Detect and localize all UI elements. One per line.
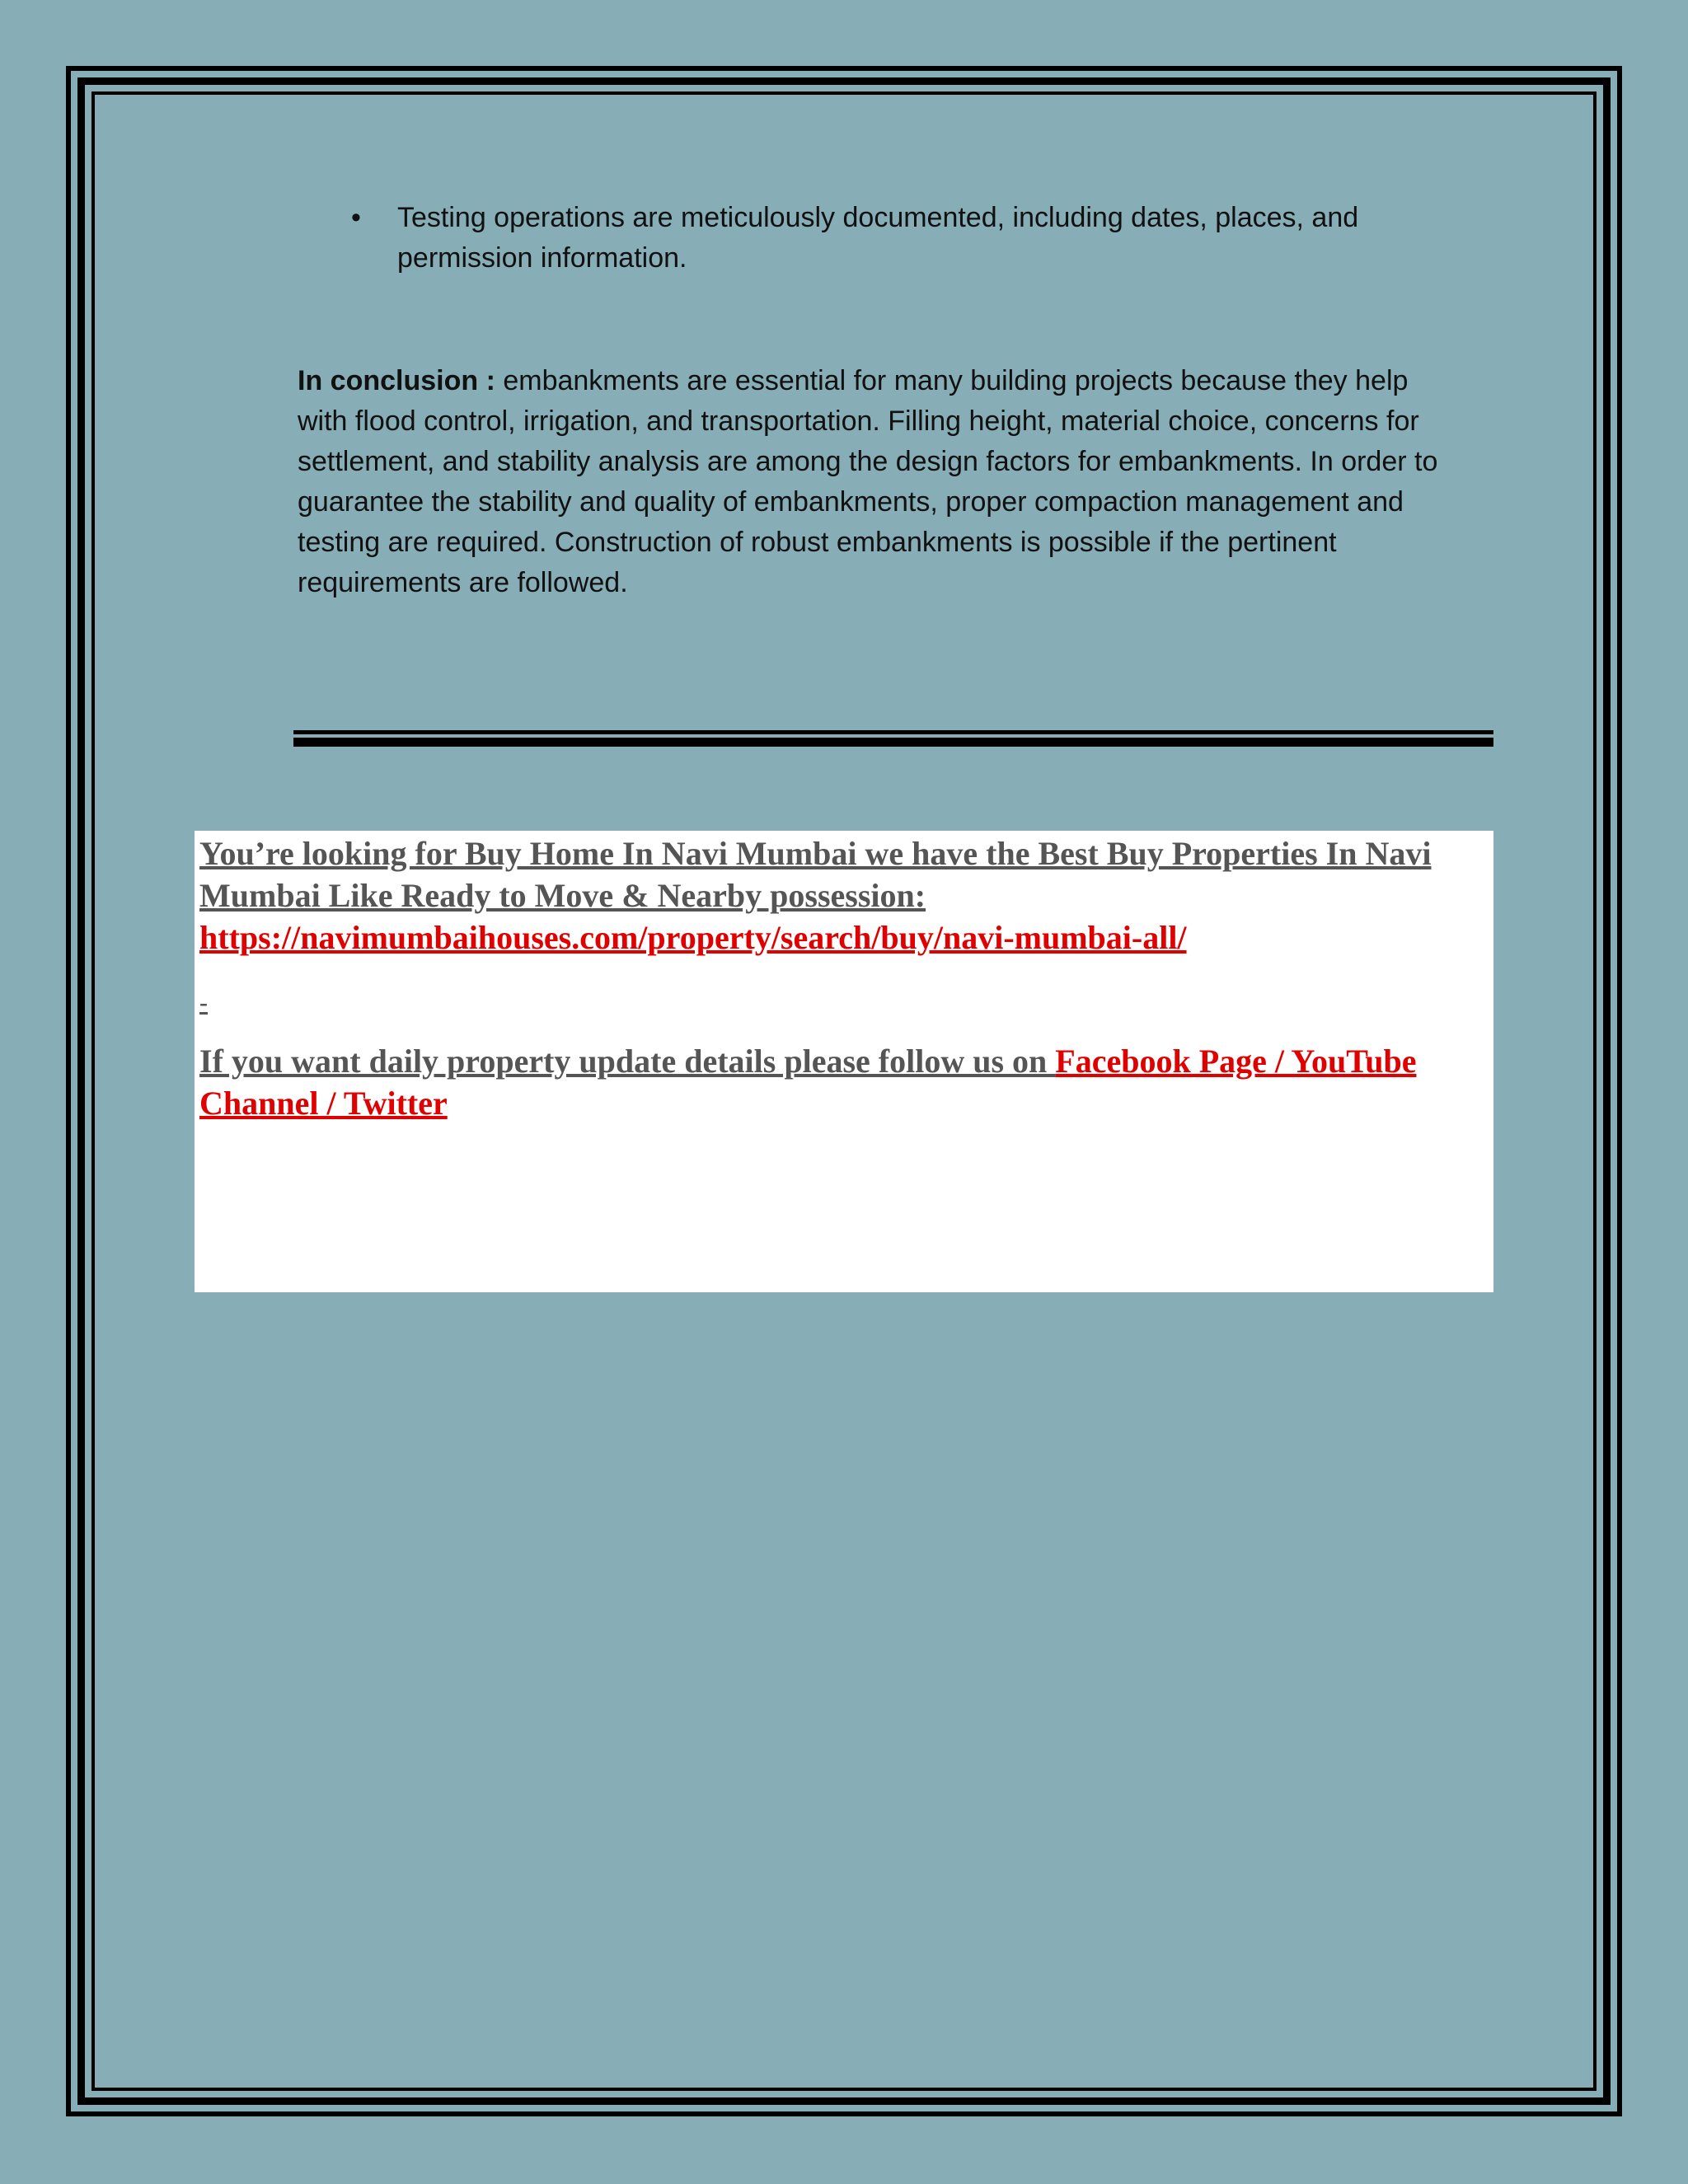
conclusion-text: embankments are essential for many building projects because they help with flood control, irrigation, and transportation. Filling height, material choice, concerns for settlement, and stability analysis are among the design factors for embankments. In order to guarantee the stability and quality of embankments, proper compaction management and testing are required. Construction of robust embankments is possible if the pertinent requirements are followed.: [298, 365, 1438, 598]
promo-intro-text: You’re looking for Buy Home In Navi Mumbai we have the Best Buy Properties In Navi Mumbai Like Ready to Move & Nearby possession:: [199, 835, 1432, 914]
divider-thick: [293, 738, 1493, 747]
bullet-list: [346, 198, 1442, 279]
follow-text: If you want daily property update details please follow us on: [199, 1043, 1056, 1080]
property-search-link[interactable]: https://navimumbaihouses.com/property/search/buy/navi-mumbai-all/: [199, 919, 1187, 956]
bullet-text: Testing operations are meticulously documented, including dates, places, and permission information.: [397, 202, 1359, 274]
bullet-icon: •: [351, 202, 361, 233]
dash-text: -: [199, 989, 208, 1016]
conclusion-label: In conclusion :: [298, 365, 495, 396]
conclusion-paragraph: [298, 361, 1460, 603]
promo-box: [195, 831, 1493, 1292]
list-item: [346, 198, 1442, 279]
promo-dash: [199, 982, 1489, 1024]
divider-thin: [293, 730, 1493, 734]
promo-paragraph: [199, 832, 1489, 958]
follow-paragraph: [199, 1040, 1489, 1124]
social-links[interactable]: Facebook Page / YouTube Channel / Twitter: [199, 1043, 1417, 1122]
